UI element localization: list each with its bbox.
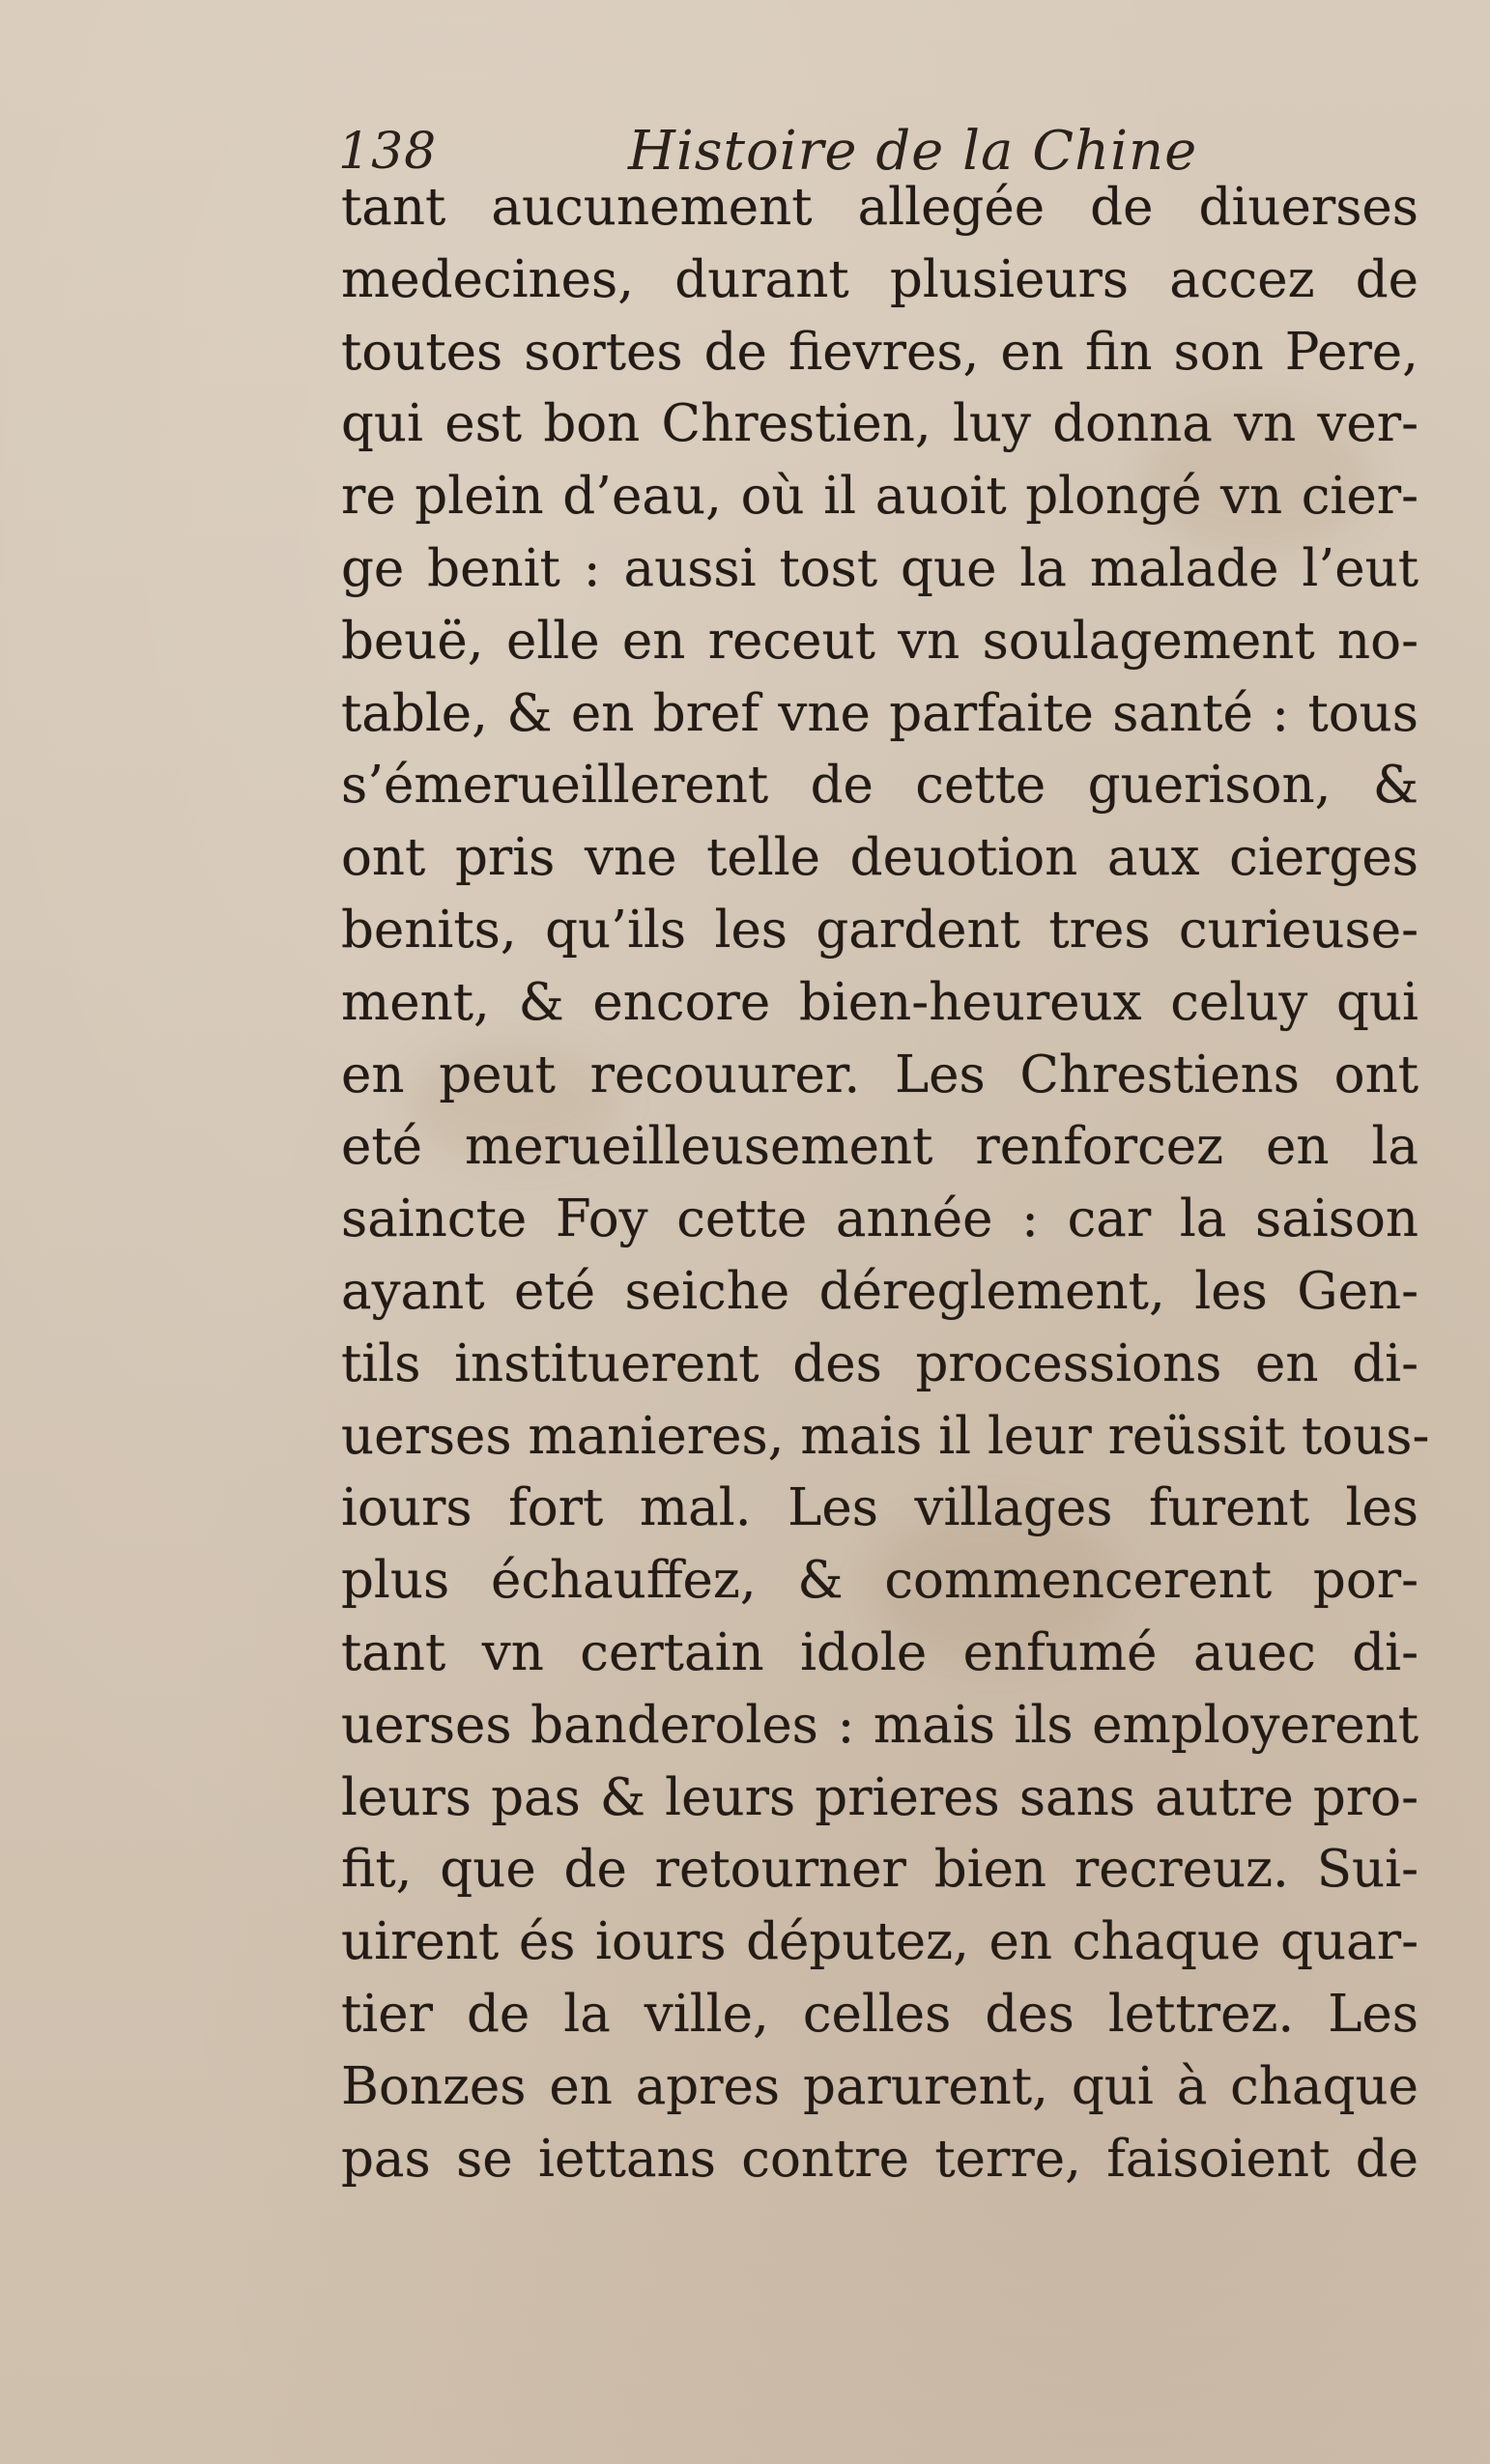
text-line: beuë, elle en receut vn soulagement no- bbox=[341, 611, 1418, 671]
body-text bbox=[341, 172, 1430, 2195]
text-line: fit, que de retourner bien recreuz. Sui- bbox=[341, 1840, 1418, 1900]
text-line: ment, & encore bien-heureux celuy qui bbox=[341, 972, 1418, 1032]
text-line: tier de la ville, celles des lettrez. Les bbox=[341, 1984, 1418, 2044]
text-line: uerses banderoles : mais ils employerent bbox=[341, 1695, 1418, 1755]
text-line: pas se iettans contre terre, faisoient de bbox=[341, 2129, 1418, 2189]
text-line: ge benit : aussi tost que la malade l’eut bbox=[341, 538, 1418, 598]
text-line: qui est bon Chrestien, luy donna vn ver- bbox=[341, 394, 1418, 454]
text-line: tant aucunement allegée de diuerses bbox=[341, 178, 1418, 237]
text-line: ont pris vne telle deuotion aux cierges bbox=[341, 828, 1418, 888]
text-line: en peut recouurer. Les Chrestiens ont bbox=[341, 1045, 1418, 1104]
text-line: iours fort mal. Les villages furent les bbox=[341, 1478, 1418, 1538]
text-line: tils instituerent des processions en di- bbox=[341, 1333, 1418, 1393]
text-line: medecines, durant plusieurs accez de bbox=[341, 249, 1418, 309]
text-line: Bonzes en apres parurent, qui à chaque bbox=[341, 2056, 1418, 2116]
text-line: ayant eté seiche déreglement, les Gen- bbox=[341, 1261, 1418, 1321]
text-line: table, & en bref vne parfaite santé : tous bbox=[341, 683, 1418, 743]
text-line: plus échauffez, & commencerent por- bbox=[341, 1551, 1418, 1611]
text-line: saincte Foy cette année : car la saison bbox=[341, 1189, 1418, 1249]
text-line: leurs pas & leurs prieres sans autre pro- bbox=[341, 1767, 1418, 1827]
text-line: toutes sortes de fievres, en fin son Pere, bbox=[341, 322, 1418, 382]
text-line: uirent és iours députez, en chaque quar- bbox=[341, 1912, 1418, 1972]
text-line: tant vn certain idole enfumé auec di- bbox=[341, 1622, 1418, 1682]
running-title: Histoire de la Chine bbox=[628, 120, 1198, 183]
text-line: benits, qu’ils les gardent tres curieuse- bbox=[341, 900, 1418, 960]
text-line: re plein d’eau, où il auoit plongé vn cier- bbox=[341, 467, 1418, 527]
page-number: 138 bbox=[338, 123, 438, 181]
text-line: eté merueilleusement renforcez en la bbox=[341, 1117, 1418, 1177]
text-line: uerses manieres, mais il leur reüssit tous- bbox=[341, 1406, 1430, 1466]
text-line: s’émerueillerent de cette guerison, & bbox=[341, 756, 1418, 816]
